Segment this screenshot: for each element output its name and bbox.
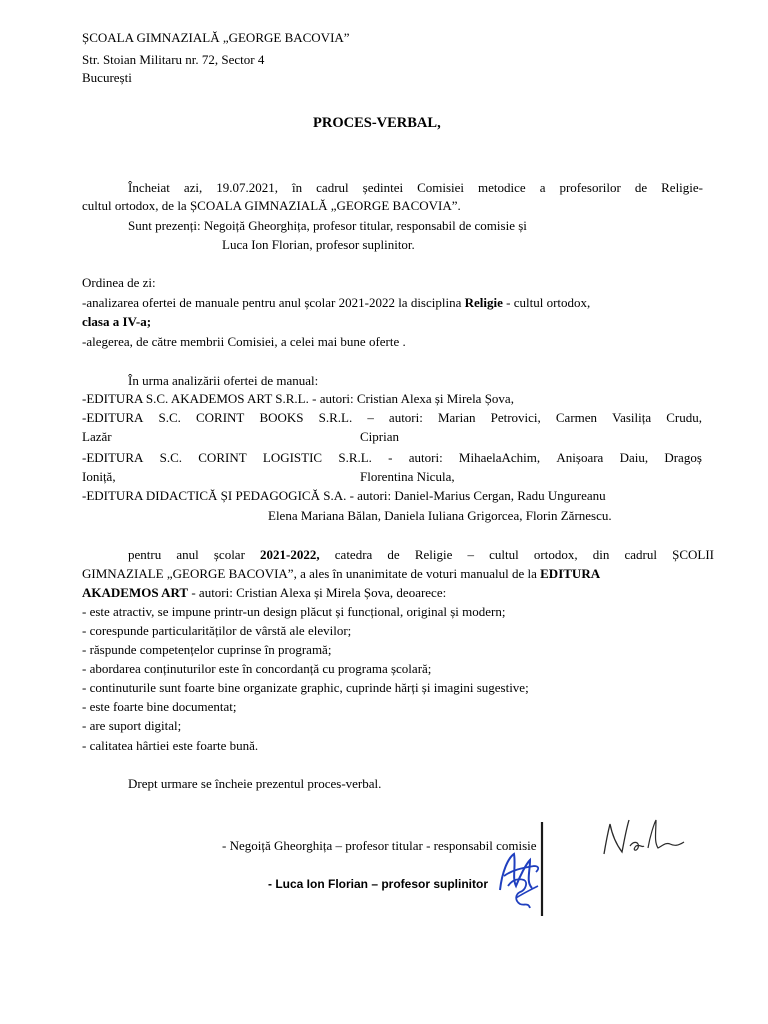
word: CORINT xyxy=(198,450,247,465)
offer-akademos: -EDITURA S.C. AKADEMOS ART S.R.L. - autori: Cristian Alexa și Mirela Șova, xyxy=(82,391,514,406)
word: Dragoș xyxy=(664,450,702,465)
agenda-item-1-cult: - cultul ortodox, xyxy=(502,295,591,310)
reason-item: - corespunde particularităților de vârstă ale elevilor; xyxy=(82,623,352,638)
decision-text-a: pentru anul școlar xyxy=(128,547,261,562)
reason-item: - calitatea hârtiei este foarte bună. xyxy=(82,738,259,753)
reason-item: - este foarte bine documentat; xyxy=(82,699,237,714)
closing-statement: Drept urmare se încheie prezentul proces-verbal. xyxy=(128,776,382,791)
offer-edp-authors: Elena Mariana Bălan, Daniela Iuliana Grigorcea, Florin Zărnescu. xyxy=(268,508,612,523)
signature-line-1: - Negoiță Gheorghița – profesor titular - responsabil comisie xyxy=(222,838,537,853)
agenda-heading: Ordinea de zi: xyxy=(82,275,156,290)
word: LOGISTIC xyxy=(262,450,323,465)
offer-corint-logistic xyxy=(82,450,702,466)
agenda-item-1 xyxy=(82,295,702,311)
decision-text-b: GIMNAZIALE „GEORGE BACOVIA”, a ales în unanimitate de voturi manualul de la xyxy=(82,566,541,581)
word: - xyxy=(388,450,393,465)
word: BOOKS xyxy=(259,410,304,425)
decision-publisher-b: AKADEMOS ART xyxy=(82,585,189,600)
word: MihaelaAchim, xyxy=(458,450,541,465)
word: autori: xyxy=(408,450,443,465)
word: Petrovici, xyxy=(490,410,541,425)
reason-item: - este atractiv, se impune printr-un design plăcut și funcțional, original și modern; xyxy=(82,604,506,619)
school-city: București xyxy=(82,70,132,85)
word: Vasilița xyxy=(612,410,652,425)
offer-corint-logistic-author-b: Florentina Nicula, xyxy=(360,469,455,484)
word: S.R.L. xyxy=(338,450,372,465)
reason-item: - răspunde competențelor cuprinse în programă; xyxy=(82,642,332,657)
decision-text-c: catedra de Religie – cultul ortodox, din cadrul ȘCOLII xyxy=(319,547,714,562)
word: S.R.L. xyxy=(318,410,353,425)
handwritten-signature-2 xyxy=(486,820,568,920)
agenda-item-2: -alegerea, de către membrii Comisiei, a celei mai bune oferte . xyxy=(82,334,406,349)
agenda-item-1-text: -analizarea ofertei de manuale pentru anul școlar 2021-2022 la disciplina xyxy=(82,295,465,310)
decision-year: 2021-2022, xyxy=(260,547,320,562)
word: autori: xyxy=(388,410,423,425)
decision-publisher-a: EDITURA xyxy=(540,566,601,581)
present-line-2: Luca Ion Florian, profesor suplinitor. xyxy=(222,237,415,252)
offer-corint-books xyxy=(82,410,702,426)
decision-authors: - autori: Cristian Alexa și Mirela Șova, deoarece: xyxy=(188,585,447,600)
word: S.C. xyxy=(159,450,183,465)
reason-item: - are suport digital; xyxy=(82,718,182,733)
word: CORINT xyxy=(195,410,245,425)
word: Carmen xyxy=(555,410,598,425)
offer-edp: -EDITURA DIDACTICĂ ȘI PEDAGOGICĂ S.A. - autori: Daniel-Marius Cergan, Radu Ungureanu xyxy=(82,488,606,503)
offers-heading: În urma analizării ofertei de manual: xyxy=(128,373,319,388)
decision-line-2 xyxy=(82,566,600,582)
present-line-1: Sunt prezenți: Negoiță Gheorghița, profesor titular, responsabil de comisie și xyxy=(128,218,527,233)
word: -EDITURA xyxy=(82,450,144,465)
decision-line-1 xyxy=(128,547,714,563)
school-address: Str. Stoian Militaru nr. 72, Sector 4 xyxy=(82,52,265,67)
offer-corint-books-author-a: Lazăr xyxy=(82,429,112,444)
reason-item: - continuturile sunt foarte bine organizate graphic, cuprinde hărți și imagini sugestive; xyxy=(82,680,529,695)
word: Crudu, xyxy=(666,410,702,425)
offer-corint-books-author-b: Ciprian xyxy=(360,429,399,444)
agenda-subject: Religie xyxy=(464,295,503,310)
agenda-class: clasa a IV-a; xyxy=(82,314,152,329)
word: – xyxy=(367,410,374,425)
decision-line-3 xyxy=(82,585,446,601)
signature-line-2: - Luca Ion Florian – profesor suplinitor xyxy=(268,877,489,891)
word: Daiu, xyxy=(619,450,649,465)
reason-item: - abordarea conținuturilor este în concordanță cu programa școlară; xyxy=(82,661,432,676)
intro-line-2: cultul ortodox, de la ȘCOALA GIMNAZIALĂ „GEORGE BACOVIA”. xyxy=(82,198,461,213)
school-name: ȘCOALA GIMNAZIALĂ „GEORGE BACOVIA” xyxy=(82,30,350,45)
word: Anișoara xyxy=(556,450,604,465)
intro-line-1: Încheiat azi, 19.07.2021, în cadrul ședintei Comisiei metodice a profesorilor de Religie- xyxy=(128,180,703,195)
word: S.C. xyxy=(158,410,181,425)
offer-corint-logistic-author-a: Ioniță, xyxy=(82,469,116,484)
word: -EDITURA xyxy=(82,410,144,425)
handwritten-signature-1 xyxy=(596,812,688,860)
document-title: PROCES-VERBAL, xyxy=(313,115,441,131)
word: Marian xyxy=(437,410,476,425)
